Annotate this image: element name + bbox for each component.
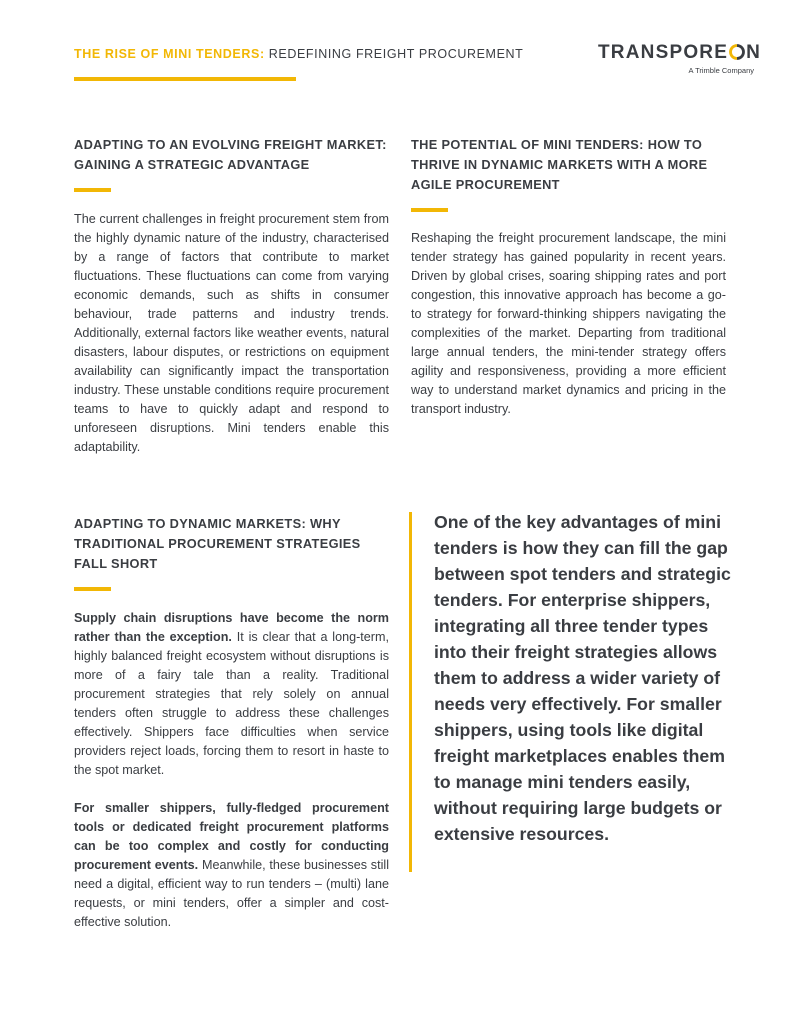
logo-text-right: N [746, 42, 762, 63]
document-header-title [74, 47, 523, 61]
transporeon-logo [598, 42, 762, 77]
section-accent-bar [411, 208, 448, 212]
paragraph [74, 799, 389, 932]
section-body-dynamic-markets [74, 609, 389, 932]
paragraph-lead: For smaller shippers, fully-fledged procurement tools or dedicated freight procurement platforms can be too complex and costly for conducting procurement events. [74, 801, 389, 872]
section-heading-dynamic-markets: ADAPTING TO DYNAMIC MARKETS: WHY TRADITIONAL PROCUREMENT STRATEGIES FALL SHORT [74, 516, 361, 571]
logo-wordmark [598, 42, 762, 63]
paragraph-lead: Supply chain disruptions have become the norm rather than the exception. [74, 611, 389, 644]
pull-quote: One of the key advantages of mini tenders is how they can fill the gap between spot tenders and strategic tenders. For enterprise shippers, integrating all three tender types into their freight strategies allows them to address a wider variety of needs very effectively. For smaller shippers, using tools like digital freight marketplaces enables them to manage mini tenders easily, without requiring large budgets or extensive resources. [434, 512, 731, 844]
paragraph [74, 609, 389, 780]
section-accent-bar [74, 188, 111, 192]
paragraph: Reshaping the freight procurement landscape, the mini tender strategy has gained popularity in recent years. Driven by global crises, soaring shipping rates and port congestion, this innovative approach has become a go-to strategy for forward-thinking shippers navigating the complexities of the market. Departing from traditional large annual tenders, the mini-tender strategy offers agility and responsiveness, providing a more efficient way to understand market dynamics and pricing in the transport industry. [411, 231, 726, 416]
section-body-evolving-market [74, 210, 389, 457]
logo-text-left: TRANSPORE [598, 42, 729, 63]
logo-o-icon [729, 44, 745, 60]
header-accent-bar [74, 77, 296, 81]
paragraph-text: Meanwhile, these businesses still need a digital, efficient way to run tenders – (multi) lane requests, or mini tenders, offer a simpler and cost-effective solution. [74, 858, 389, 929]
section-body-potential-mini-tenders [411, 229, 726, 419]
paragraph: The current challenges in freight procurement stem from the highly dynamic nature of the industry, characterised by a range of factors that contribute to market fluctuations. These fluctuations can come from varying economic demands, such as shifts in consumer behaviour, trade patterns and industry trends. Additionally, external factors like weather events, natural disasters, labour disputes, or restrictions on equipment availability can significantly impact the transportation industry. These unstable conditions require procurement teams to have to quickly adapt and respond to unforeseen disruptions. Mini tenders enable this adaptability. [74, 212, 389, 454]
logo-subtitle: A Trimble Company [688, 66, 754, 75]
section-heading-evolving-market: ADAPTING TO AN EVOLVING FREIGHT MARKET: GAINING A STRATEGIC ADVANTAGE [74, 137, 387, 172]
section-heading-potential-mini-tenders: THE POTENTIAL OF MINI TENDERS: HOW TO THRIVE IN DYNAMIC MARKETS WITH A MORE AGILE PROCUREMENT [411, 137, 708, 192]
section-accent-bar [74, 587, 111, 591]
header-title-accent: THE RISE OF MINI TENDERS: [74, 47, 265, 61]
header-title-rest: REDEFINING FREIGHT PROCUREMENT [268, 47, 524, 61]
paragraph-text: It is clear that a long-term, highly balanced freight ecosystem without disruptions is more of a fairy tale than a reality. Traditional procurement strategies that rely solely on annual tenders often struggle to address these challenges effectively. Shippers face difficulties when service providers reject loads, forcing them to resort in haste to the spot market. [74, 630, 389, 777]
pull-quote-bar [409, 512, 412, 872]
